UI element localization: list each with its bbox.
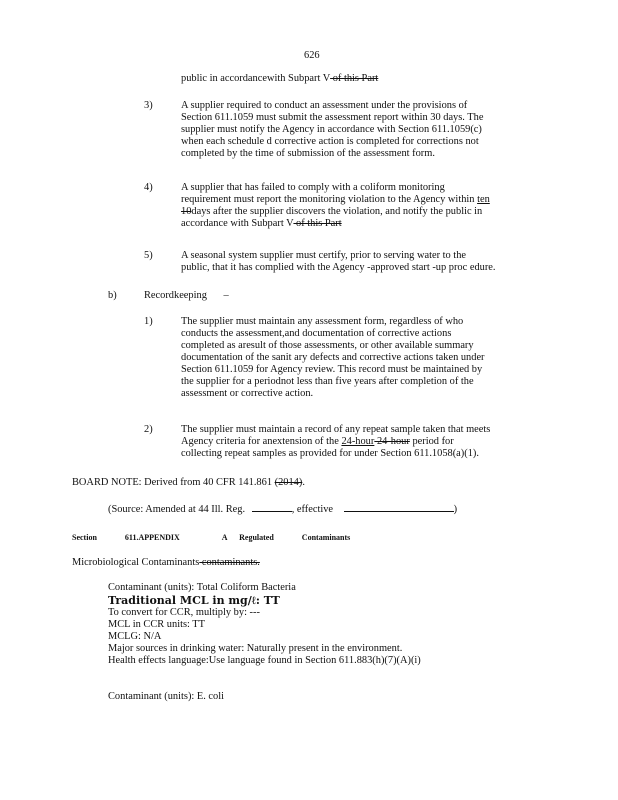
section-b-dash: – xyxy=(223,290,229,301)
item-4-line3-strike: 10 xyxy=(181,206,192,217)
contaminant-line: MCLG: N/A xyxy=(108,631,162,642)
board-note-strike: (2014) xyxy=(274,477,303,488)
board-note-text: BOARD NOTE: Derived from 40 CFR 141.861 xyxy=(72,477,275,488)
b-item-2-line: The supplier must maintain a record of any repeat sample taken that meets xyxy=(181,424,491,435)
item-4-number: 4) xyxy=(144,182,153,193)
item-4-line4-strike: of this Part xyxy=(293,218,342,229)
contaminant-line: Major sources in drinking water: Naturally present in the environment. xyxy=(108,643,403,654)
b-item-1-line: conducts the assessment,and documentation of corrective actions xyxy=(181,328,452,339)
page-number: 626 xyxy=(304,50,320,61)
item-4-line xyxy=(181,218,526,230)
b-item-2-text xyxy=(181,424,531,460)
item-3-number: 3) xyxy=(144,100,153,111)
b-item-2-line2-tail: period for xyxy=(409,436,454,447)
micro-strike: contaminants. xyxy=(199,557,260,568)
b-item-1-line: assessment or corrective action. xyxy=(181,388,314,399)
item-4-line: A supplier that has failed to comply with a coliform monitoring xyxy=(181,182,445,193)
appendix-contaminants: Contaminants xyxy=(301,533,351,542)
item-4-line3-text: days after the supplier discovers the violation, and notify the public in xyxy=(191,206,483,217)
contaminant-line: MCL in CCR units: TT xyxy=(108,619,205,630)
source-text-b: , effective xyxy=(291,504,334,515)
reg-blank xyxy=(252,511,292,512)
item-5-line: A seasonal system supplier must certify, prior to serving water to the xyxy=(181,250,467,261)
item-4-line xyxy=(181,194,526,206)
item-3-line: A supplier required to conduct an assessment under the provisions of xyxy=(181,100,468,111)
b-item-2-line2-text: Agency criteria for anextension of the xyxy=(181,436,339,447)
item-4-line xyxy=(181,206,526,218)
b-item-1-line: documentation of the sanit ary defects and corrective actions taken under xyxy=(181,352,485,363)
item-3-text xyxy=(181,100,519,160)
intro-strike: of this Part xyxy=(330,73,379,84)
appendix-heading xyxy=(72,532,350,544)
appendix-regulated: Regulated xyxy=(239,533,274,542)
source-line xyxy=(108,504,457,516)
item-4-text xyxy=(181,182,526,230)
section-b-title-text: Recordkeeping xyxy=(144,290,207,301)
intro-text: public in accordancewith Subpart V xyxy=(181,73,331,84)
contaminant-line: To convert for CCR, multiply by: --- xyxy=(108,607,260,618)
b-item-1-line: Section 611.1059 for Agency review. This record must be maintained by xyxy=(181,364,483,375)
section-b-title xyxy=(144,290,229,302)
traditional-mcl-line: Traditional MCL in mg/ℓ: TT xyxy=(108,594,280,607)
item-4-line4-text: accordance with Subpart V xyxy=(181,218,294,229)
b-item-1-line: The supplier must maintain any assessment form, regardless of who xyxy=(181,316,464,327)
b-item-2-line2-strike: 24-hour xyxy=(374,436,410,447)
b-item-2-line xyxy=(181,436,531,448)
b-item-1-line: the supplier for a periodnot less than five years after completion of the xyxy=(181,376,474,387)
b-item-1-line: completed as aresult of those assessments, or other available summary xyxy=(181,340,474,351)
item-4-line2-underlined: ten xyxy=(477,194,490,205)
appendix-section: Section xyxy=(72,533,97,542)
b-item-1-number: 1) xyxy=(144,316,153,327)
b-item-2-number: 2) xyxy=(144,424,153,435)
item-4-line2-text: requirement must report the monitoring violation to the Agency within xyxy=(181,194,475,205)
contaminant-line: Contaminant (units): Total Coliform Bacteria xyxy=(108,582,296,593)
appendix-letter: A xyxy=(221,533,228,542)
item-3-line: supplier must notify the Agency in accordance with Section 611.1059(c) xyxy=(181,124,482,135)
item-5-number: 5) xyxy=(144,250,153,261)
section-b-label: b) xyxy=(108,290,117,301)
contaminant-block xyxy=(108,582,421,667)
b-item-1-text xyxy=(181,316,531,400)
item-5-text xyxy=(181,250,526,274)
item-3-line: completed by the time of submission of the assessment form. xyxy=(181,148,435,159)
item-3-line: Section 611.1059 must submit the assessment report within 30 days. The xyxy=(181,112,484,123)
intro-line xyxy=(181,73,378,85)
microbiological-heading xyxy=(72,557,260,569)
item-3-line: when each schedule d corrective action is completed for corrections not xyxy=(181,136,479,147)
source-text-a: (Source: Amended at 44 Ill. Reg. xyxy=(108,504,246,515)
board-note-end: . xyxy=(302,477,305,488)
micro-text: Microbiological Contaminants xyxy=(72,557,200,568)
contaminant-line: Health effects language:Use language found in Section 611.883(h)(7)(A)(i) xyxy=(108,655,421,666)
item-5-line: public, that it has complied with the Agency -approved start -up proc edure. xyxy=(181,262,496,273)
appendix-title: 611.APPENDIX xyxy=(124,533,180,542)
b-item-2-line2-underlined: 24-hour xyxy=(341,436,375,447)
next-contaminant: Contaminant (units): E. coli xyxy=(108,691,225,702)
b-item-2-line: collecting repeat samples as provided for under Section 611.1058(a)(1). xyxy=(181,448,479,459)
effective-date-blank xyxy=(344,511,454,512)
board-note xyxy=(72,477,305,489)
source-end: ) xyxy=(453,504,458,515)
